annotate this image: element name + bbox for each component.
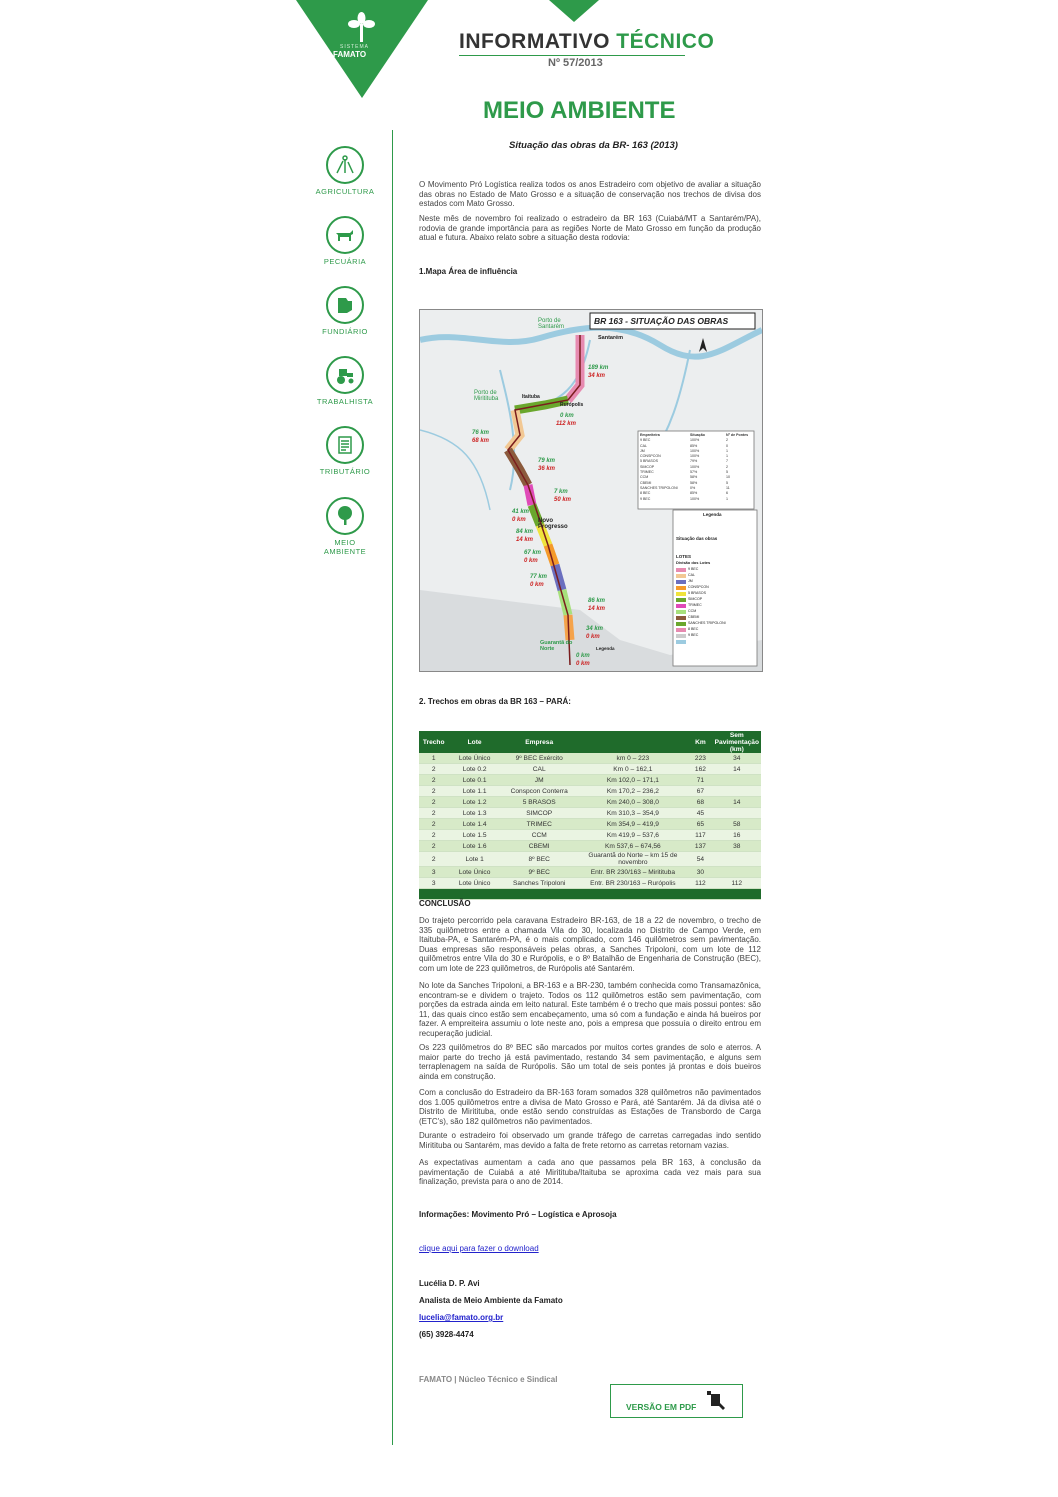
table-cell: km 0 – 223	[578, 753, 689, 764]
map-km-label: 112 km	[556, 421, 576, 427]
table-row	[419, 867, 761, 878]
map-status-row	[640, 497, 752, 502]
map-km-label: 79 km	[538, 458, 556, 464]
sidebar-item-label: PECUÁRIA	[323, 257, 367, 266]
map-status-cell: TRIMEC	[640, 470, 654, 475]
table-cell: Entr. BR 230/163 – Miritituba	[578, 867, 689, 878]
table-cell: 16	[713, 830, 761, 841]
table-cell: CAL	[501, 764, 578, 775]
map-status-cell: CONSPCON	[640, 454, 661, 459]
map-km-label: 36 km	[538, 466, 556, 472]
map-km-label: 0 km	[576, 653, 590, 659]
author-name: Lucélia D. P. Avi	[419, 1279, 480, 1288]
table-cell	[713, 808, 761, 819]
header-title-part1: INFORMATIVO	[459, 30, 610, 53]
map-status-cell: JM	[640, 448, 645, 453]
map-legend-item: SANCHES TRIPOLONI	[688, 621, 726, 625]
map-km-label: 76 km	[472, 430, 490, 436]
sidebar-item-fundiario[interactable]	[313, 286, 377, 336]
table-cell: Km 240,0 – 308,0	[578, 797, 689, 808]
table-cell: 68	[688, 797, 712, 808]
map-legend-item: CBEMI	[688, 615, 700, 619]
vertical-divider	[392, 130, 393, 1445]
col-header: Lote	[448, 731, 501, 753]
map-place: Santarém	[598, 335, 624, 341]
table-cell: Km 310,3 – 354,9	[578, 808, 689, 819]
map-km-label: 0 km	[560, 413, 574, 419]
table-cell: 65	[688, 819, 712, 830]
article-subtitle: Situação das obras da BR- 163 (2013)	[509, 140, 678, 151]
table-cell: JM	[501, 775, 578, 786]
table-cell: 137	[688, 841, 712, 852]
map-status-cell: 11	[726, 485, 730, 490]
map-km-label: 14 km	[588, 606, 606, 612]
table-cell	[713, 852, 761, 867]
map-status-table	[640, 433, 752, 502]
map-km-label: 34 km	[586, 626, 604, 632]
table-cell: 1	[419, 753, 448, 764]
map-status-cell: 100%	[690, 496, 700, 501]
map-km-label: 0 km	[576, 661, 590, 667]
conclusion-paragraph-5: Durante o estradeiro foi observado um grande tráfego de carretas carregadas indo sentido Miritituba ou Santarém, mas devido a falta de frete retorno as carretas retornam vazias.	[419, 1131, 761, 1150]
map-status-cell: CAL	[640, 443, 647, 448]
col-header	[578, 731, 689, 753]
table-cell: 14	[713, 797, 761, 808]
map-km-label: 34 km	[588, 373, 606, 379]
map-km-label: 14 km	[516, 537, 534, 543]
logo-sub: SISTEMA	[340, 44, 369, 50]
table-cell: Lote 1.6	[448, 841, 501, 852]
table-row	[419, 808, 761, 819]
map-status-cell: 100%	[690, 454, 700, 459]
pdf-version-label: VERSÃO EM PDF	[626, 1402, 697, 1412]
tree-icon	[326, 497, 364, 535]
table-row	[419, 775, 761, 786]
sidebar-item-label: TRIBUTÁRIO	[319, 467, 371, 476]
col-header: Trecho	[419, 731, 448, 753]
pdf-download-icon	[705, 1388, 727, 1412]
table-cell	[713, 775, 761, 786]
table-cell: 54	[688, 852, 712, 867]
map-status-col: Nº de Pontes	[726, 433, 749, 437]
map-legend-item: CONSPCON	[688, 585, 709, 589]
author-email[interactable]	[419, 1313, 503, 1322]
map-km-label: 67 km	[524, 550, 542, 556]
works-table-header	[419, 731, 761, 753]
table-cell: Km 102,0 – 171,1	[578, 775, 689, 786]
map-status-cell: 100%	[690, 464, 700, 469]
table-cell: 2	[419, 819, 448, 830]
table-cell: 117	[688, 830, 712, 841]
table-cell: Conspcon Conterra	[501, 786, 578, 797]
map-legend-item: SIMCOP	[688, 597, 703, 601]
header-divider	[459, 55, 685, 56]
map-status-cell: 1	[726, 496, 728, 501]
map-legend-item: 9 BEC	[688, 633, 699, 637]
map-km-label: 0 km	[524, 558, 538, 564]
table-row	[419, 786, 761, 797]
map-legend-item: Situação das obras	[676, 536, 718, 541]
table-cell: SIMCOP	[501, 808, 578, 819]
conclusion-paragraph-4: Com a conclusão do Estradeiro da BR-163 foram somados 328 quilômetros não pavimentados dos 1.005 quilômetros entre a divisa de Mato Grosso e Pará, até Santarém. Já da divisa até o Distrito de Miritituba, onde estão sendo construídas as Estações de Transbordo de Carga (ETC's), são 182 quilômetros não pavimentados.	[419, 1088, 761, 1126]
table-cell: 3	[419, 867, 448, 878]
map-status-cell: 79%	[690, 459, 698, 464]
table-cell: 2	[419, 808, 448, 819]
map-status-cell: 6	[726, 491, 728, 496]
table-cell: 162	[688, 764, 712, 775]
map-status-cell: 57%	[690, 470, 698, 475]
table-cell: 112	[688, 878, 712, 889]
influence-map	[419, 309, 763, 672]
table-cell: Lote 1.5	[448, 830, 501, 841]
table-row	[419, 878, 761, 889]
map-status-cell: 9 BEC	[640, 438, 651, 443]
table-cell: 45	[688, 808, 712, 819]
map-status-cell: 85%	[690, 443, 698, 448]
author-email-link[interactable]: lucelia@famato.org.br	[419, 1313, 504, 1322]
map-title: BR 163 - SITUAÇÃO DAS OBRAS	[594, 316, 729, 326]
table-cell: Lote Único	[448, 867, 501, 878]
map-status-cell: 85%	[690, 491, 698, 496]
sidebar-item-pecuaria[interactable]	[313, 216, 377, 266]
map-status-cell: 2	[726, 438, 728, 443]
table-cell: 2	[419, 797, 448, 808]
table-cell: 5 BRASOS	[501, 797, 578, 808]
map-status-cell: 0	[726, 443, 728, 448]
table-cell: 2	[419, 764, 448, 775]
map-status-cell: 1	[726, 448, 728, 453]
map-legend-item: 5 BRASOS	[688, 591, 706, 595]
map-place: Porto de Santarém	[538, 318, 565, 330]
table-cell: Lote 0.2	[448, 764, 501, 775]
table-row	[419, 764, 761, 775]
map-legend-item: JM	[688, 579, 693, 583]
table-cell: Lote 1.1	[448, 786, 501, 797]
map-status-cell: 8 BEC	[640, 491, 651, 496]
map-status-cell: 5 BRASOS	[640, 459, 658, 464]
map-km-label: 84 km	[516, 529, 534, 535]
issue-number: Nº 57/2013	[548, 57, 603, 69]
table-cell: 38	[713, 841, 761, 852]
table-cell: 30	[688, 867, 712, 878]
map-status-cell: 1	[726, 454, 728, 459]
table-row	[419, 753, 761, 764]
map-heading: 1.Mapa Área de influência	[419, 267, 518, 276]
table-row	[419, 852, 761, 867]
map-legend-item: 8 BEC	[688, 627, 699, 631]
table-cell: Lote Único	[448, 753, 501, 764]
sidebar-item-label: TRABALHISTA	[316, 397, 374, 406]
table-cell: Km 354,9 – 419,9	[578, 819, 689, 830]
sidebar-item-label: MEIO AMBIENTE	[323, 538, 367, 556]
table-cell: 58	[713, 819, 761, 830]
table-row	[419, 819, 761, 830]
map-status-cell: 10	[726, 475, 730, 480]
map-km-label: 7 km	[554, 489, 568, 495]
table-cell: Lote Único	[448, 878, 501, 889]
table-cell: Km 537,6 – 674,56	[578, 841, 689, 852]
map-legend-title: Legenda	[703, 512, 722, 517]
table-cell: 14	[713, 764, 761, 775]
map-status-cell: 0%	[690, 485, 696, 490]
map-km-label: 50 km	[554, 497, 572, 503]
map-status-col: Situação	[690, 433, 705, 437]
table-heading: 2. Trechos em obras da BR 163 – PARÁ:	[419, 697, 571, 706]
intro-paragraph-2: Neste mês de novembro foi realizado o estradeiro da BR 163 (Cuiabá/MT a Santarém/PA), rodovia de grande importância para as regiões Norte de Mato Grosso em função da produção atual e futura. Abaixo relato sobre a situação desta rodovia:	[419, 214, 761, 243]
table-cell: Km 419,9 – 537,6	[578, 830, 689, 841]
table-cell: 9º BEC	[501, 867, 578, 878]
map-status-cell: 9 BEC	[640, 496, 651, 501]
agriculture-icon	[326, 146, 364, 184]
table-cell: Sanches Tripoloni	[501, 878, 578, 889]
map-status-cell: SIMCOP	[640, 464, 655, 469]
map-place: Guarantã do Norte	[540, 640, 573, 652]
conclusion-paragraph-6: As expectativas aumentam a cada ano que passamos pela BR 163, à conclusão da pavimentação de Cuiabá a até Miritituba/Itaituba se aproxima cada vez mais para sua finalização, prevista para o ano de 2014.	[419, 1158, 761, 1187]
footer-text: FAMATO | Núcleo Técnico e Sindical	[419, 1375, 558, 1384]
map-status-cell: 5	[726, 480, 728, 485]
map-status-cell: 5	[726, 470, 728, 475]
sidebar-item-trabalhista[interactable]	[313, 356, 377, 406]
map-km-label: 68 km	[472, 438, 490, 444]
map-km-label: 0 km	[530, 582, 544, 588]
table-cell: CCM	[501, 830, 578, 841]
table-cell: TRIMEC	[501, 819, 578, 830]
table-cell: Entr. BR 230/163 – Rurópolis	[578, 878, 689, 889]
table-cell: 3	[419, 878, 448, 889]
map-status-cell: 7	[726, 459, 728, 464]
map-place: Itaituba	[522, 394, 540, 400]
table-cell: Km 0 – 162,1	[578, 764, 689, 775]
map-status-cell: 100%	[690, 448, 700, 453]
map-legend-item: LOTES	[676, 554, 692, 559]
sidebar-item-tributario[interactable]	[313, 426, 377, 476]
map-legend-item: CCM	[688, 609, 697, 613]
table-cell: 9º BEC Exército	[501, 753, 578, 764]
map-status-cell: CBEMI	[640, 480, 652, 485]
map-legend-item: Divisão dos Lotes	[676, 560, 711, 565]
sidebar-item-agricultura[interactable]	[313, 146, 377, 196]
map-status-rows	[640, 438, 752, 502]
col-header: Km	[688, 731, 712, 753]
table-cell: Guarantã do Norte – km 15 de novembro	[578, 852, 689, 867]
author-role: Analista de Meio Ambiente da Famato	[419, 1296, 563, 1305]
map-status-cell: 58%	[690, 480, 698, 485]
info-line: Informações: Movimento Pró – Logística e Aprosoja	[419, 1210, 617, 1219]
conclusion-heading: CONCLUSÃO	[419, 899, 471, 908]
table-cell: 2	[419, 830, 448, 841]
table-cell: Lote 1.3	[448, 808, 501, 819]
sidebar-item-meio-ambiente[interactable]	[313, 497, 377, 556]
table-cell: 2	[419, 841, 448, 852]
table-cell	[713, 786, 761, 797]
table-cell: Lote 1	[448, 852, 501, 867]
map-km-label: 77 km	[530, 574, 548, 580]
table-cell: 8º BEC	[501, 852, 578, 867]
table-row	[419, 797, 761, 808]
section-title: MEIO AMBIENTE	[483, 97, 676, 124]
sidebar-item-label: FUNDIÁRIO	[322, 327, 368, 336]
author-phone: (65) 3928-4474	[419, 1330, 474, 1339]
map-status-cell: CCM	[640, 475, 649, 480]
col-header: Empresa	[501, 731, 578, 753]
map-place: Novo Progresso	[538, 518, 568, 530]
table-cell: 112	[713, 878, 761, 889]
works-table	[419, 731, 761, 900]
map-status-cell: 58%	[690, 475, 698, 480]
table-cell: Lote 1.4	[448, 819, 501, 830]
map-km-label: 41 km	[512, 509, 530, 515]
top-triangle	[549, 0, 599, 22]
table-cell: Lote 0.1	[448, 775, 501, 786]
sidebar-item-label: AGRICULTURA	[315, 187, 375, 196]
conclusion-paragraph-2: No lote da Sanches Tripoloni, a BR-163 e a BR-230, também conhecida como Transamazônica, encontram-se e dividem o trajeto. Todos os 112 quilômetros estão sem pavimentação, com porções da estrada ainda em leito natural. Este também é o trecho que mais possui pontes: são 11, das quais cinco estão sem encabeçamento, uma só com a fundação e ainda há bueiros por fazer. A empreiteira assumiu o lote neste ano, pois a empresa que possuía o direito entrou em recuperação judicial.	[419, 981, 761, 1038]
map-place: Rurópolis	[560, 402, 584, 408]
map-status-cell: SANCHES TRIPOLONI	[640, 485, 678, 490]
works-table-footer	[419, 889, 761, 900]
table-cell: 2	[419, 775, 448, 786]
table-cell: 223	[688, 753, 712, 764]
map-status-cell: 100%	[690, 438, 700, 443]
header-title-part2: TÉCNICO	[616, 30, 715, 53]
conclusion-paragraph-3: Os 223 quilômetros do 8º BEC são marcados por muitos cortes grandes de solo e aterros. A maior parte do trecho já está pavimentado, restando 34 sem pavimentação, e alguns sem terraplenagem na saída de Rurópolis. São um total de seis pontes já prontas e dois bueiros ainda em construção.	[419, 1043, 761, 1081]
conclusion-paragraph-1: Do trajeto percorrido pela caravana Estradeiro BR-163, de 18 a 22 de novembro, o trecho de 335 quilômetros entre a chamada Vila do 30, localizada no Distrito de Campo Verde, em Itaituba-PA, e Santarém-PA, é o mais complicado, com 146 quilômetros sem pavimentação. Duas empresas são responsáveis pelas obras, a Sanches Tripoloni, com um lote de 112 quilômetros entre Vila do 30 e Rurópolis, e o 8º Batalhão de Engenharia de Construção (BEC), com um lote de 223 quilômetros, de Rurópolis até Santarém.	[419, 916, 761, 973]
table-cell: Km 170,2 – 236,2	[578, 786, 689, 797]
map-legend-item: 9 BEC	[688, 567, 699, 571]
map-state-icon	[326, 286, 364, 324]
table-cell: 2	[419, 786, 448, 797]
map-status-cell: 2	[726, 464, 728, 469]
map-km-label: 0 km	[586, 634, 600, 640]
table-cell: CBEMI	[501, 841, 578, 852]
works-table-body	[419, 753, 761, 889]
table-row	[419, 841, 761, 852]
header-title	[459, 30, 714, 54]
map-legend-item: CAL	[688, 573, 695, 577]
table-cell: 2	[419, 852, 448, 867]
map-legend-item: TRIMEC	[688, 603, 702, 607]
map-place: Porto de Miritituba	[474, 390, 499, 402]
table-cell: 67	[688, 786, 712, 797]
document-icon	[326, 426, 364, 464]
download-link[interactable]: clique aqui para fazer o download	[419, 1244, 539, 1253]
table-cell: 34	[713, 753, 761, 764]
table-cell: Lote 1.2	[448, 797, 501, 808]
intro-paragraph-1: O Movimento Pró Logística realiza todos os anos Estradeiro com objetivo de avaliar a situação das obras no Estado de Mato Grosso e a situação de conservação nos trechos de divisa dos estados com Mato Grosso.	[419, 180, 761, 209]
map-km-label: 0 km	[512, 517, 526, 523]
table-row	[419, 830, 761, 841]
map-legend-footer: Legenda	[596, 646, 615, 651]
map-km-label: 86 km	[588, 598, 606, 604]
map-km-label: 189 km	[588, 365, 609, 371]
map-status-col: Empreiteira	[640, 433, 660, 437]
cattle-icon	[326, 216, 364, 254]
col-header: Sem Pavimentação (km)	[713, 731, 761, 753]
table-cell: 71	[688, 775, 712, 786]
pdf-version-button[interactable]	[610, 1384, 743, 1418]
logo-brand: FAMATO	[333, 50, 367, 59]
tractor-icon	[326, 356, 364, 394]
table-cell	[713, 867, 761, 878]
